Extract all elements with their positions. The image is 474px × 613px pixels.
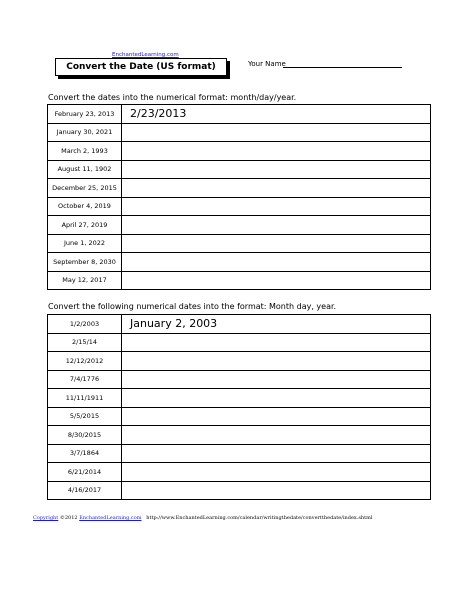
section2-table: [47, 314, 431, 500]
answer-cell[interactable]: [122, 352, 431, 371]
prompt-cell: January 30, 2021: [48, 123, 122, 142]
table-row: [48, 315, 431, 334]
prompt-cell: March 2, 1993: [48, 142, 122, 161]
footer-site-link[interactable]: EnchantedLearning.com: [79, 515, 142, 521]
prompt-cell: 4/16/2017: [48, 481, 122, 500]
prompt-cell: 8/30/2015: [48, 426, 122, 445]
answer-cell[interactable]: [122, 142, 431, 161]
prompt-cell: 1/2/2003: [48, 315, 122, 334]
section2-instructions: Convert the following numerical dates into the format: Month day, year.: [48, 302, 337, 311]
table-row: [48, 234, 431, 253]
prompt-cell: December 25, 2015: [48, 179, 122, 198]
table-row: [48, 197, 431, 216]
section1-instructions: Convert the dates into the numerical format: month/day/year.: [48, 93, 297, 102]
answer-cell[interactable]: [122, 444, 431, 463]
answer-cell[interactable]: [122, 481, 431, 500]
answer-cell[interactable]: [122, 407, 431, 426]
table-row: [48, 271, 431, 290]
footer-url: http://www.EnchantedLearning.com/calendar/writingthedate/convertthedate/index.shtml: [146, 515, 373, 521]
table-row: [48, 179, 431, 198]
prompt-cell: 5/5/2015: [48, 407, 122, 426]
answer-cell[interactable]: [122, 271, 431, 290]
prompt-cell: September 8, 2030: [48, 253, 122, 272]
prompt-cell: August 11, 1902: [48, 160, 122, 179]
prompt-cell: 7/4/1776: [48, 370, 122, 389]
table-row: [48, 333, 431, 352]
answer-cell[interactable]: January 2, 2003: [122, 315, 431, 334]
footer: [33, 515, 372, 521]
answer-cell[interactable]: [122, 370, 431, 389]
table-row: [48, 142, 431, 161]
table-row: [48, 370, 431, 389]
prompt-cell: 11/11/1911: [48, 389, 122, 408]
table-row: [48, 389, 431, 408]
answer-cell[interactable]: 2/23/2013: [122, 105, 431, 124]
table-row: [48, 253, 431, 272]
prompt-cell: 6/21/2014: [48, 463, 122, 482]
answer-cell[interactable]: [122, 389, 431, 408]
prompt-cell: April 27, 2019: [48, 216, 122, 235]
answer-cell[interactable]: [122, 123, 431, 142]
table-row: [48, 352, 431, 371]
answer-cell[interactable]: [122, 197, 431, 216]
prompt-cell: June 1, 2022: [48, 234, 122, 253]
table-row: [48, 105, 431, 124]
prompt-cell: 3/7/1864: [48, 444, 122, 463]
answer-cell[interactable]: [122, 463, 431, 482]
table-row: [48, 123, 431, 142]
answer-cell[interactable]: [122, 426, 431, 445]
table-row: [48, 216, 431, 235]
answer-cell[interactable]: [122, 160, 431, 179]
table-row: [48, 444, 431, 463]
table-row: [48, 481, 431, 500]
table-row: [48, 160, 431, 179]
copyright-link[interactable]: Copyright: [33, 515, 59, 521]
answer-cell[interactable]: [122, 253, 431, 272]
prompt-cell: October 4, 2019: [48, 197, 122, 216]
prompt-cell: May 12, 2017: [48, 271, 122, 290]
table-row: [48, 426, 431, 445]
answer-cell[interactable]: [122, 179, 431, 198]
prompt-cell: 12/12/2012: [48, 352, 122, 371]
site-link[interactable]: EnchantedLearning.com: [112, 52, 179, 58]
prompt-cell: 2/15/14: [48, 333, 122, 352]
name-label: Your Name: [248, 60, 286, 68]
section1-table: [47, 104, 431, 290]
table-row: [48, 463, 431, 482]
answer-cell[interactable]: [122, 234, 431, 253]
name-line: [283, 67, 402, 68]
prompt-cell: February 23, 2013: [48, 105, 122, 124]
answer-cell[interactable]: [122, 333, 431, 352]
copyright-year: ©2012: [58, 515, 80, 521]
worksheet-title: Convert the Date (US format): [55, 58, 227, 76]
table-row: [48, 407, 431, 426]
answer-cell[interactable]: [122, 216, 431, 235]
